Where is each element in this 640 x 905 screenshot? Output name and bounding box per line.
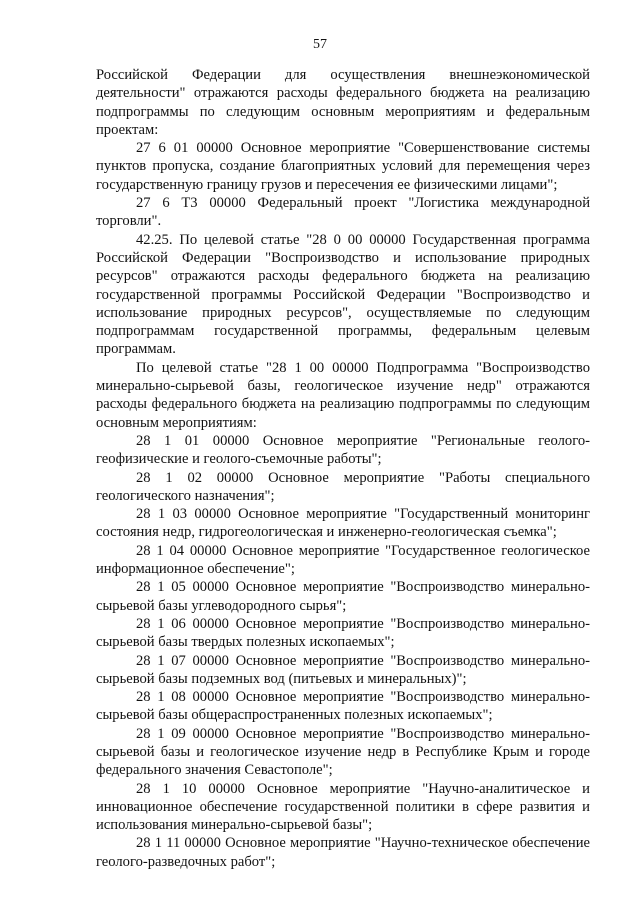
paragraph: 28 1 09 00000 Основное мероприятие "Воспроизводство минерально-сырьевой базы и геологическое изучение недр в Республике Крым и городе федерального значения Севастополе"; (96, 725, 590, 779)
paragraph: 28 1 03 00000 Основное мероприятие "Государственный мониторинг состояния недр, гидрогеологическая и инженерно-геологическая съемка"; (96, 506, 590, 541)
paragraph: 28 1 10 00000 Основное мероприятие "Научно-аналитическое и инновационное обеспечение государственной политики в сфере развития и использования минерально-сырьевой базы"; (96, 780, 590, 834)
paragraph: 27 6 01 00000 Основное мероприятие "Совершенствование системы пунктов пропуска, создание благоприятных условий для перемещения через государственную границу грузов и пересечения ее физическими лицами"; (96, 140, 590, 193)
page-number: 57 (313, 37, 327, 52)
paragraph: 27 6 Т3 00000 Федеральный проект "Логистика международной торговли". (96, 195, 590, 230)
paragraph: 42.25. По целевой статье "28 0 00 00000 Государственная программа Российской Федерации "Воспроизводство и использование природных ресурсов" отражаются расходы федерального бюджета на реализацию государственной программы Российской Федерации "Воспроизводство и использование природных ресурсов", осуществляемые по следующим подпрограммам государственной программы, федеральным целевым программам. (96, 231, 590, 358)
paragraph: 28 1 06 00000 Основное мероприятие "Воспроизводство минерально-сырьевой базы твердых полезных ископаемых"; (96, 615, 590, 651)
paragraph: 28 1 08 00000 Основное мероприятие "Воспроизводство минерально-сырьевой базы общераспространенных полезных ископаемых"; (96, 689, 590, 724)
paragraph: 28 1 05 00000 Основное мероприятие "Воспроизводство минерально-сырьевой базы углеводородного сырья"; (96, 579, 590, 614)
document-body (96, 66, 590, 871)
paragraph: Российской Федерации для осуществления внешнеэкономической деятельности" отражаются расходы федерального бюджета на реализацию подпрограммы по следующим основным мероприятиям и федеральным проектам: (96, 67, 590, 138)
paragraph: 28 1 02 00000 Основное мероприятие "Работы специального геологического назначения"; (96, 469, 590, 504)
paragraph: По целевой статье "28 1 00 00000 Подпрограмма "Воспроизводство минерально-сырьевой базы, геологическое изучение недр" отражаются расходы федерального бюджета на реализацию подпрограммы по следующим основным мероприятиям: (96, 359, 590, 431)
paragraph: 28 1 01 00000 Основное мероприятие "Региональные геолого-геофизические и геолого-съемочные работы"; (96, 432, 590, 468)
paragraph: 28 1 04 00000 Основное мероприятие "Государственное геологическое информационное обеспечение"; (96, 542, 590, 578)
paragraph: 28 1 11 00000 Основное мероприятие "Научно-техническое обеспечение геолого-разведочных работ"; (96, 835, 590, 870)
paragraph: 28 1 07 00000 Основное мероприятие "Воспроизводство минерально-сырьевой базы подземных вод (питьевых и минеральных)"; (96, 652, 590, 687)
